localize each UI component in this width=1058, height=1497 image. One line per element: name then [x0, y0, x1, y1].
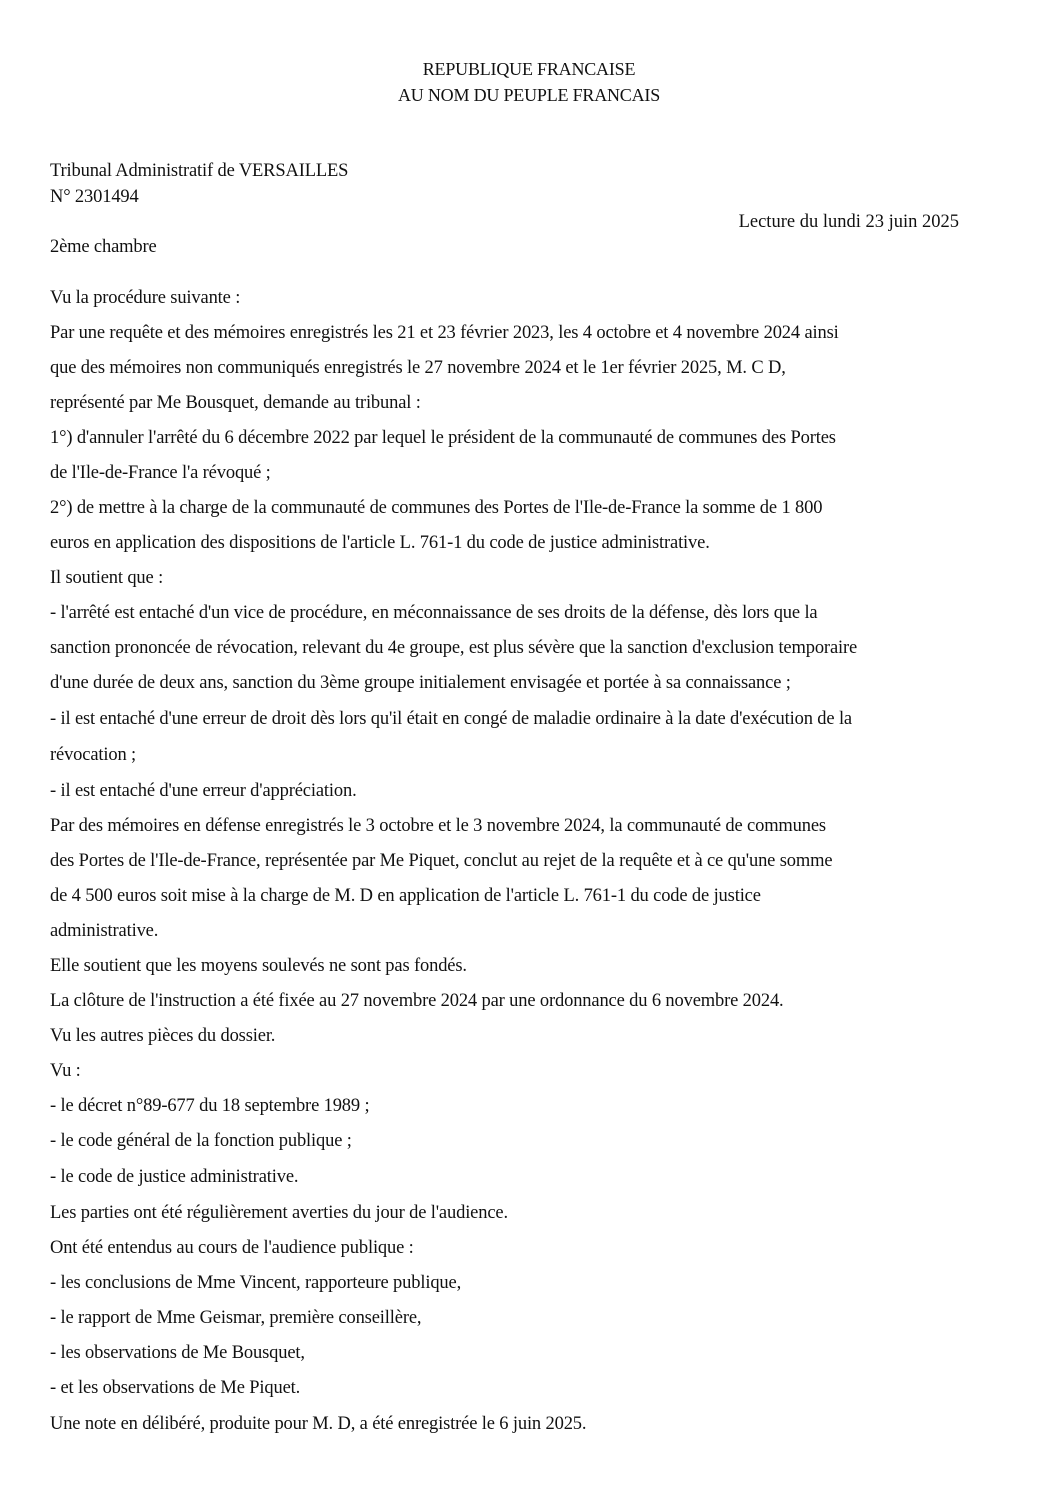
- body-line: - les observations de Me Bousquet,: [50, 1343, 305, 1363]
- body-line: révocation ;: [50, 745, 137, 765]
- body-line: - le décret n°89-677 du 18 septembre 1989 ;: [50, 1096, 370, 1116]
- body-line: - le code de justice administrative.: [50, 1167, 299, 1187]
- body-line: représenté par Me Bousquet, demande au tribunal :: [50, 393, 421, 413]
- body-line: 2°) de mettre à la charge de la communauté de communes des Portes de l'Ile-de-France la somme de 1 800: [50, 498, 823, 518]
- body-line: que des mémoires non communiqués enregistrés le 27 novembre 2024 et le 1er février 2025, M. C D,: [50, 358, 786, 378]
- body-line: 1°) d'annuler l'arrêté du 6 décembre 2022 par lequel le président de la communauté de communes des Portes: [50, 428, 836, 448]
- chamber: 2ème chambre: [50, 237, 157, 257]
- body-line: sanction prononcée de révocation, relevant du 4e groupe, est plus sévère que la sanction d'exclusion temporaire: [50, 638, 858, 658]
- body-line: Vu :: [50, 1061, 81, 1081]
- body-line: Une note en délibéré, produite pour M. D, a été enregistrée le 6 juin 2025.: [50, 1414, 587, 1434]
- header-republic: REPUBLIQUE FRANCAISE: [422, 59, 636, 79]
- body-line: Il soutient que :: [50, 568, 164, 588]
- body-line: de l'Ile-de-France l'a révoqué ;: [50, 463, 271, 483]
- body-line: - le code général de la fonction publique ;: [50, 1131, 352, 1151]
- body-line: - il est entaché d'une erreur de droit dès lors qu'il était en congé de maladie ordinaire à la date d'exécution de la: [50, 709, 852, 729]
- body-line: administrative.: [50, 921, 159, 941]
- body-line: d'une durée de deux ans, sanction du 3ème groupe initialement envisagée et portée à sa connaissance ;: [50, 673, 791, 693]
- body-line: Vu les autres pièces du dossier.: [50, 1026, 276, 1046]
- body-line: Par une requête et des mémoires enregistrés les 21 et 23 février 2023, les 4 octobre et 4 novembre 2024 ainsi: [50, 323, 839, 343]
- body-line: de 4 500 euros soit mise à la charge de M. D en application de l'article L. 761-1 du code de justice: [50, 886, 761, 906]
- body-line: - les conclusions de Mme Vincent, rapporteure publique,: [50, 1273, 462, 1293]
- body-line: La clôture de l'instruction a été fixée au 27 novembre 2024 par une ordonnance du 6 novembre 2024.: [50, 991, 784, 1011]
- body-line: Par des mémoires en défense enregistrés le 3 octobre et le 3 novembre 2024, la communauté de communes: [50, 816, 826, 836]
- body-line: Les parties ont été régulièrement averties du jour de l'audience.: [50, 1203, 508, 1223]
- body-line: - et les observations de Me Piquet.: [50, 1378, 301, 1398]
- reading-date: Lecture du lundi 23 juin 2025: [738, 212, 959, 232]
- body-line: Vu la procédure suivante :: [50, 288, 241, 308]
- body-line: - il est entaché d'une erreur d'appréciation.: [50, 781, 357, 801]
- body-line: Ont été entendus au cours de l'audience publique :: [50, 1238, 414, 1258]
- header-people: AU NOM DU PEUPLE FRANCAIS: [397, 85, 661, 105]
- body-line: - l'arrêté est entaché d'un vice de procédure, en méconnaissance de ses droits de la défense, dès lors que la: [50, 603, 818, 623]
- body-line: des Portes de l'Ile-de-France, représentée par Me Piquet, conclut au rejet de la requête et à ce qu'une somme: [50, 851, 833, 871]
- body-line: euros en application des dispositions de l'article L. 761-1 du code de justice administrative.: [50, 533, 710, 553]
- body-line: - le rapport de Mme Geismar, première conseillère,: [50, 1308, 422, 1328]
- court-name: Tribunal Administratif de VERSAILLES: [50, 161, 349, 181]
- case-number: N° 2301494: [50, 187, 139, 207]
- body-line: Elle soutient que les moyens soulevés ne sont pas fondés.: [50, 956, 467, 976]
